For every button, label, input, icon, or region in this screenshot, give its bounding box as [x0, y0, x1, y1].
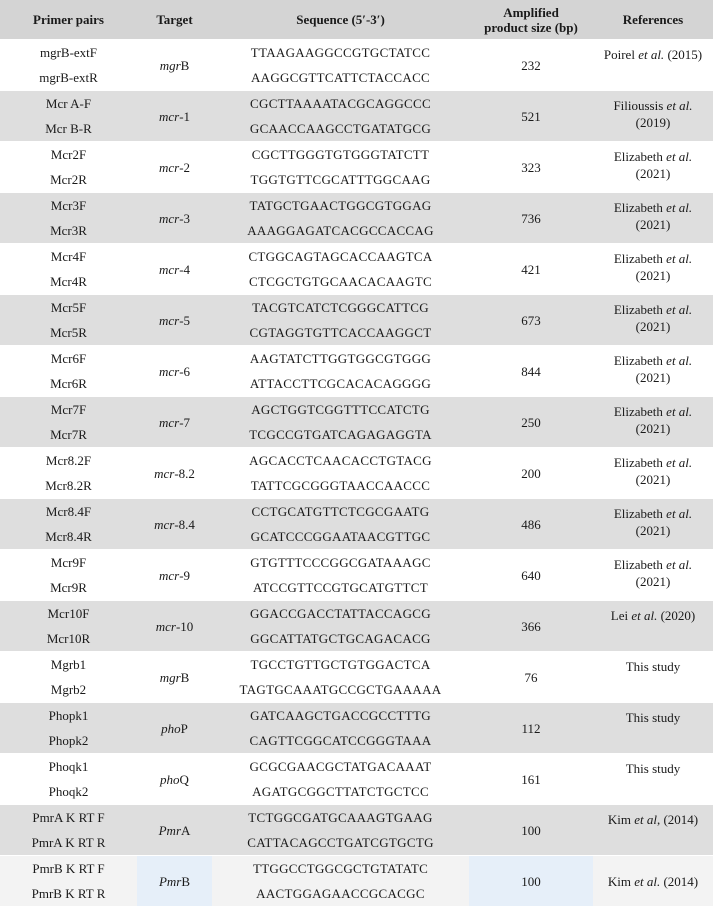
- table-row: [0, 499, 713, 525]
- primer-reverse: Mcr6R: [0, 371, 137, 397]
- target-gene: [137, 346, 212, 397]
- target-rest: A: [181, 822, 191, 838]
- target-gene: [137, 754, 212, 805]
- ref-etal: et al.: [666, 149, 693, 164]
- product-size: 100: [469, 856, 593, 907]
- primer-reverse: Mcr7R: [0, 422, 137, 448]
- sequence-reverse: CAGTTCGGCATCCGGGTAAA: [212, 728, 469, 754]
- ref-year-line2: (2021): [635, 421, 671, 436]
- sequence-forward: AAGTATCTTGGTGGCGTGGG: [212, 346, 469, 372]
- table-row: [0, 805, 713, 831]
- sequence-forward: CGCTTGGGTGTGGGTATCTT: [212, 142, 469, 168]
- primer-forward: PmrB K RT F: [0, 856, 137, 882]
- product-size: 200: [469, 448, 593, 499]
- ref-author: Elizabeth: [613, 353, 667, 368]
- ref-year-line2: (2021): [635, 472, 671, 487]
- sequence-reverse: ATCCGTTCCGTGCATGTTCT: [212, 575, 469, 601]
- table-row-group: [0, 91, 713, 142]
- ref-etal: et al.: [666, 200, 693, 215]
- sequence-forward: TCTGGCGATGCAAAGTGAAG: [212, 805, 469, 831]
- target-rest: -3: [179, 210, 191, 226]
- primer-forward: Mcr9F: [0, 550, 137, 576]
- reference: [593, 40, 713, 91]
- product-size: 844: [469, 346, 593, 397]
- sequence-reverse: TGGTGTTCGCATTTGGCAAG: [212, 167, 469, 193]
- primer-forward: Mcr2F: [0, 142, 137, 168]
- sequence-forward: GGACCGACCTATTACCAGCG: [212, 601, 469, 627]
- target-gene: [137, 805, 212, 856]
- sequence-forward: CTGGCAGTAGCACCAAGTCA: [212, 244, 469, 270]
- table-row: [0, 550, 713, 576]
- sequence-reverse: TATTCGCGGGTAACCAACCC: [212, 473, 469, 499]
- primer-forward: Mgrb1: [0, 652, 137, 678]
- product-size: 76: [469, 652, 593, 703]
- table-row-group: [0, 856, 713, 907]
- primer-reverse: Mcr10R: [0, 626, 137, 652]
- target-rest: -2: [179, 159, 191, 175]
- ref-author: Elizabeth: [613, 404, 667, 419]
- table-row: [0, 754, 713, 780]
- ref-year-line2: (2021): [635, 370, 671, 385]
- reference: This study: [593, 652, 713, 703]
- primer-forward: Mcr3F: [0, 193, 137, 219]
- reference: [593, 805, 713, 856]
- product-size: 421: [469, 244, 593, 295]
- reference: [593, 193, 713, 244]
- primer-reverse: PmrA K RT R: [0, 830, 137, 856]
- primer-forward: Mcr6F: [0, 346, 137, 372]
- table-row-group: [0, 142, 713, 193]
- target-gene: [137, 295, 212, 346]
- table-row-group: [0, 601, 713, 652]
- ref-year-line2: (2021): [635, 523, 671, 538]
- primer-forward: PmrA K RT F: [0, 805, 137, 831]
- sequence-reverse: GCATCCCGGAATAACGTTGC: [212, 524, 469, 550]
- sequence-reverse: CGTAGGTGTTCACCAAGGCT: [212, 320, 469, 346]
- ref-etal: et al.: [666, 353, 693, 368]
- table-row-group: [0, 499, 713, 550]
- product-size: 323: [469, 142, 593, 193]
- product-size: 673: [469, 295, 593, 346]
- primer-reverse: PmrB K RT R: [0, 881, 137, 906]
- target-italic: pho: [161, 720, 181, 736]
- ref-author: Elizabeth: [613, 200, 667, 215]
- reference: [593, 856, 713, 907]
- ref-author: Elizabeth: [613, 251, 667, 266]
- reference: [593, 142, 713, 193]
- table-row: [0, 652, 713, 678]
- target-italic: pho: [160, 771, 180, 787]
- target-rest: Q: [179, 771, 189, 787]
- primer-forward: Phopk1: [0, 703, 137, 729]
- header-size-line1: Amplified: [503, 4, 559, 20]
- sequence-forward: TACGTCATCTCGGGCATTCG: [212, 295, 469, 321]
- ref-year: (2014): [660, 873, 699, 889]
- ref-etal: et al.: [666, 557, 693, 572]
- target-italic: mcr: [158, 312, 180, 328]
- table-row-group: [0, 40, 713, 91]
- table-row-group: [0, 244, 713, 295]
- primer-forward: Mcr8.4F: [0, 499, 137, 525]
- product-size: 366: [469, 601, 593, 652]
- primer-reverse: Mcr3R: [0, 218, 137, 244]
- target-rest: B: [181, 873, 191, 889]
- primer-reverse: Phoqk2: [0, 779, 137, 805]
- target-italic: mcr: [158, 108, 180, 124]
- target-gene: [137, 652, 212, 703]
- table-row: [0, 397, 713, 423]
- table-row-group: [0, 346, 713, 397]
- product-size: 112: [469, 703, 593, 754]
- ref-etal: et al.: [631, 608, 658, 623]
- ref-year: (2020): [657, 608, 696, 623]
- sequence-forward: CCTGCATGTTCTCGCGAATG: [212, 499, 469, 525]
- ref-year-line2: (2021): [635, 166, 671, 181]
- table-row: [0, 40, 713, 66]
- product-size: 521: [469, 91, 593, 142]
- header-row: [0, 0, 713, 40]
- ref-author: Kim: [607, 812, 635, 827]
- header-size-line2: product size (bp): [484, 19, 578, 35]
- target-rest: B: [180, 669, 190, 685]
- product-size: 640: [469, 550, 593, 601]
- table-row-group: [0, 652, 713, 703]
- ref-author: Elizabeth: [613, 455, 667, 470]
- reference: [593, 499, 713, 550]
- sequence-forward: GCGCGAACGCTATGACAAAT: [212, 754, 469, 780]
- target-rest: -6: [179, 363, 191, 379]
- primer-reverse: Mcr8.2R: [0, 473, 137, 499]
- table-row-group: [0, 550, 713, 601]
- table-row: [0, 448, 713, 474]
- primer-reverse: mgrB-extR: [0, 65, 137, 91]
- sequence-forward: TATGCTGAACTGGCGTGGAG: [212, 193, 469, 219]
- sequence-forward: TTGGCCTGGCGCTGTATATC: [212, 856, 469, 882]
- reference: [593, 601, 713, 652]
- target-gene: [137, 91, 212, 142]
- target-italic: mcr: [154, 465, 175, 481]
- sequence-reverse: AACTGGAGAACCGCACGC: [212, 881, 469, 906]
- primer-reverse: Mcr9R: [0, 575, 137, 601]
- target-gene: [137, 448, 212, 499]
- ref-author: Lei: [610, 608, 632, 623]
- target-italic: mcr: [158, 414, 180, 430]
- target-rest: -5: [179, 312, 191, 328]
- reference: [593, 448, 713, 499]
- sequence-reverse: ATTACCTTCGCACACAGGGG: [212, 371, 469, 397]
- reference: [593, 295, 713, 346]
- target-italic: mgr: [159, 57, 181, 73]
- table-row-group: [0, 703, 713, 754]
- target-rest: -9: [179, 567, 191, 583]
- primer-reverse: Mcr B-R: [0, 116, 137, 142]
- target-gene: [137, 142, 212, 193]
- sequence-reverse: GGCATTATGCTGCAGACACG: [212, 626, 469, 652]
- ref-author: Elizabeth: [613, 149, 667, 164]
- product-size: 232: [469, 40, 593, 91]
- target-gene: [137, 601, 212, 652]
- target-gene: [137, 550, 212, 601]
- header-sequence: Sequence (5′-3′): [212, 0, 469, 40]
- table-row-group: [0, 448, 713, 499]
- target-italic: mcr: [158, 363, 180, 379]
- target-italic: mcr: [158, 210, 180, 226]
- ref-year: , (2014): [656, 812, 699, 827]
- target-gene: [137, 193, 212, 244]
- primer-forward: Phoqk1: [0, 754, 137, 780]
- primer-reverse: Mcr5R: [0, 320, 137, 346]
- sequence-forward: AGCTGGTCGGTTTCCATCTG: [212, 397, 469, 423]
- ref-etal: et al.: [666, 98, 693, 113]
- target-gene: [137, 703, 212, 754]
- product-size: 486: [469, 499, 593, 550]
- ref-year-line2: (2021): [635, 268, 671, 283]
- table-row-group: [0, 397, 713, 448]
- reference: This study: [593, 703, 713, 754]
- ref-author: Filioussis: [613, 98, 667, 113]
- table-row: [0, 193, 713, 219]
- target-gene: [137, 397, 212, 448]
- primer-forward: mgrB-extF: [0, 40, 137, 66]
- ref-year: (2015): [664, 47, 703, 62]
- product-size: 100: [469, 805, 593, 856]
- target-rest: -4: [179, 261, 191, 277]
- table-row: [0, 295, 713, 321]
- target-gene: [137, 40, 212, 91]
- sequence-forward: CGCTTAAAATACGCAGGCCC: [212, 91, 469, 117]
- ref-etal: et al.: [634, 873, 661, 889]
- sequence-reverse: AAGGCGTTCATTCTACCACC: [212, 65, 469, 91]
- target-rest: P: [180, 720, 188, 736]
- ref-author: Poirel: [603, 47, 639, 62]
- table-row-group: [0, 805, 713, 856]
- ref-year-line2: (2021): [635, 574, 671, 589]
- reference: [593, 91, 713, 142]
- table-row: [0, 703, 713, 729]
- primer-forward: Mcr A-F: [0, 91, 137, 117]
- primer-reverse: Mcr8.4R: [0, 524, 137, 550]
- ref-etal: et al.: [666, 302, 693, 317]
- primer-reverse: Mcr4R: [0, 269, 137, 295]
- table-row: [0, 244, 713, 270]
- target-gene: [137, 244, 212, 295]
- sequence-reverse: TCGCCGTGATCAGAGAGGTA: [212, 422, 469, 448]
- table-row-group: [0, 295, 713, 346]
- table-row: [0, 142, 713, 168]
- sequence-forward: TGCCTGTTGCTGTGGACTCA: [212, 652, 469, 678]
- ref-author: Kim: [607, 873, 635, 889]
- sequence-forward: AGCACCTCAACACCTGTACG: [212, 448, 469, 474]
- reference: [593, 244, 713, 295]
- reference: [593, 550, 713, 601]
- target-italic: mcr: [158, 261, 180, 277]
- target-italic: mcr: [158, 159, 180, 175]
- target-gene: [137, 499, 212, 550]
- ref-year-line2: (2019): [635, 115, 671, 130]
- target-rest: -8.4: [174, 516, 195, 532]
- reference: [593, 397, 713, 448]
- primer-reverse: Mgrb2: [0, 677, 137, 703]
- sequence-reverse: AAAGGAGATCACGCCACCAG: [212, 218, 469, 244]
- sequence-reverse: CTCGCTGTGCAACACAAGTC: [212, 269, 469, 295]
- target-italic: mgr: [159, 669, 181, 685]
- primer-forward: Mcr8.2F: [0, 448, 137, 474]
- target-italic: mcr: [154, 516, 175, 532]
- target-italic: mcr: [155, 618, 176, 634]
- sequence-reverse: GCAACCAAGCCTGATATGCG: [212, 116, 469, 142]
- table-row: [0, 856, 713, 882]
- sequence-forward: GATCAAGCTGACCGCCTTTG: [212, 703, 469, 729]
- table-row: [0, 91, 713, 117]
- table-row: [0, 346, 713, 372]
- header-target: Target: [137, 0, 212, 40]
- target-italic: mcr: [158, 567, 180, 583]
- ref-etal: et al.: [666, 404, 693, 419]
- header-product-size: [469, 0, 593, 40]
- table-row: [0, 601, 713, 627]
- product-size: 250: [469, 397, 593, 448]
- primer-reverse: Phopk2: [0, 728, 137, 754]
- primer-forward: Mcr4F: [0, 244, 137, 270]
- ref-author: Elizabeth: [613, 557, 667, 572]
- primer-forward: Mcr7F: [0, 397, 137, 423]
- reference: This study: [593, 754, 713, 805]
- sequence-forward: TTAAGAAGGCCGTGCTATCC: [212, 40, 469, 66]
- ref-author: Elizabeth: [613, 506, 667, 521]
- primer-reverse: Mcr2R: [0, 167, 137, 193]
- product-size: 161: [469, 754, 593, 805]
- product-size: 736: [469, 193, 593, 244]
- sequence-reverse: AGATGCGGCTTATCTGCTCC: [212, 779, 469, 805]
- primer-forward: Mcr10F: [0, 601, 137, 627]
- sequence-reverse: TAGTGCAAATGCCGCTGAAAAA: [212, 677, 469, 703]
- target-rest: -8.2: [174, 465, 195, 481]
- target-italic: Pmr: [158, 873, 182, 889]
- header-references: References: [593, 0, 713, 40]
- sequence-reverse: CATTACAGCCTGATCGTGCTG: [212, 830, 469, 856]
- table-row-group: [0, 754, 713, 805]
- ref-year-line2: (2021): [635, 319, 671, 334]
- target-rest: B: [180, 57, 190, 73]
- ref-author: Elizabeth: [613, 302, 667, 317]
- target-rest: -1: [179, 108, 191, 124]
- ref-etal: et al.: [666, 455, 693, 470]
- header-primer-pairs: Primer pairs: [0, 0, 137, 40]
- ref-etal: et al.: [638, 47, 665, 62]
- target-italic: Pmr: [158, 822, 181, 838]
- ref-etal: et al.: [666, 506, 693, 521]
- ref-etal: et al.: [666, 251, 693, 266]
- target-gene: [137, 856, 212, 907]
- target-rest: -7: [179, 414, 191, 430]
- primer-forward: Mcr5F: [0, 295, 137, 321]
- reference: [593, 346, 713, 397]
- ref-year-line2: (2021): [635, 217, 671, 232]
- table-row-group: [0, 193, 713, 244]
- target-rest: -10: [175, 618, 194, 634]
- sequence-forward: GTGTTTCCCGGCGATAAAGC: [212, 550, 469, 576]
- ref-etal: et al: [634, 812, 657, 827]
